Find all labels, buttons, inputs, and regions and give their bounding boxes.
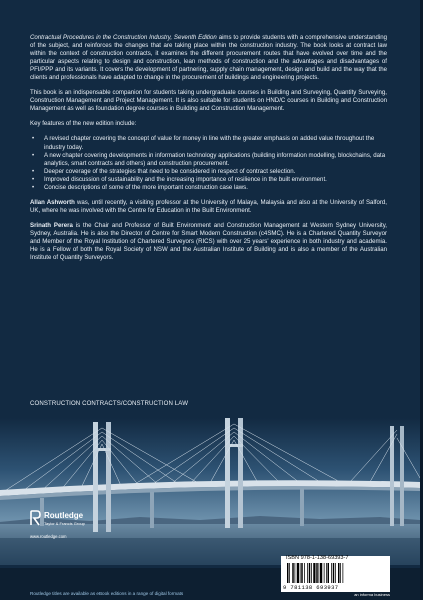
audience-paragraph: This book is an indispensable companion for students taking undergraduate courses in Building and Surveying, Quantity Surveying, Construction Management and Project Management. It is also suitable for students on HND/C courses in Building and Construction Management as well as foundation degree courses in Building and Construction Management. [30,89,387,113]
publisher-group: Taylor & Francis Group [44,521,85,526]
barcode-bar [289,563,290,583]
subject-category: CONSTRUCTION CONTRACTS/CONSTRUCTION LAW [30,400,189,407]
barcode-bar [297,563,299,583]
barcode-bar [295,563,296,583]
barcode-bar [316,563,318,583]
barcode-bar [301,563,303,583]
blurb-text [30,34,387,269]
barcode-bar [307,563,308,583]
intro-text: aims to provide students with a comprehensive understanding of the subject, and reinforces the changes that are taking place within the construction industry. The book looks at contract law within the context of construction contracts, it examines the different procurement routes that have evolved over time and the particular aspects relating to design and construction, lean methods of construction and the advantages and disadvantages of PFI/PPP and its variants. It covers the development of partnering, supply chain management, design and build and the way that the clients and professionals have adapted to change in the procurement of buildings and engineering projects. [30,34,387,82]
barcode-bar [340,563,341,583]
barcode-bar [311,563,312,583]
barcode-bar [343,563,344,583]
barcode [281,556,390,592]
barcode-bar [324,563,325,583]
barcode-bar [338,563,340,583]
barcode-icon [285,563,386,583]
publisher-url: www.routledge.com [30,534,67,539]
barcode-bar [320,563,322,583]
barcode-bar [319,563,320,583]
author2-name: Srinath Perera [30,221,73,229]
barcode-bar [287,563,289,583]
barcode-bar [331,563,332,583]
author1-text: was, until recently, a visiting professor at the University of Malaya, Malaysia and also at the University of Salford, UK, where he was involved with the Centre for Education in the Built Environment. [30,198,387,214]
list-item: • Deeper coverage of the strategies that need to be considered in respect of contract selection. [40,168,387,176]
barcode-bar [328,563,330,583]
barcode-bar [304,563,305,583]
list-item: • A revised chapter covering the concept of value for money in line with the greater emphasis on added value throughout the industry today. [40,135,387,151]
publisher-name: Routledge [44,511,84,520]
informa-text: an informa business [354,592,390,597]
list-item: • A new chapter covering developments in information technology applications (building information modelling, blockchains, data analytics, smart contracts and others) and construction procurement. [40,152,387,168]
barcode-bar [313,563,315,583]
book-title: Contractual Procedures in the Construction Industry, Seventh Edition [30,34,217,41]
list-item: • Concise descriptions of some of the more important construction case laws. [40,184,387,192]
author2-text: is the Chair and Professor of Built Environment and Construction Management at Western Sydney University, Sydney, Australia. He is also the Director of Centre for Smart Modern Construction (c4SMC). He is a Chartered Quantity Surveyor and Member of the Royal Institution of Chartered Surveyors (RICS) with over 25 years' experience in both industry and academia. He is a Fellow of both the Royal Society of NSW and the Australian Institute of Building and is also a member of the Australian Institute of Quantity Surveyors. [30,221,387,262]
publisher-block [30,510,120,570]
barcode-bar [335,563,336,583]
barcode-bar [333,563,335,583]
author1-name: Allan Ashworth [30,198,75,206]
features-heading: Key features of the new edition include: [30,120,137,128]
barcode-bar [309,563,311,583]
barcode-bar [292,563,294,583]
isbn-label: ISBN 978-1-138-69393-7 [286,555,349,561]
barcode-bar [300,563,301,583]
author1-bio [30,199,387,215]
barcode-bar [326,563,327,583]
barcode-digits: 9 781138 693937 [283,584,339,591]
author2-bio [30,222,387,262]
features-list [30,135,387,191]
list-item: • Improved discussion of sustainability and the increasing importance of resilience in the built environment. [40,176,387,184]
routledge-logo-icon [30,510,41,526]
ebook-note: Routledge titles are available as eBook editions in a range of digital formats [30,591,184,596]
intro-paragraph [30,34,387,82]
